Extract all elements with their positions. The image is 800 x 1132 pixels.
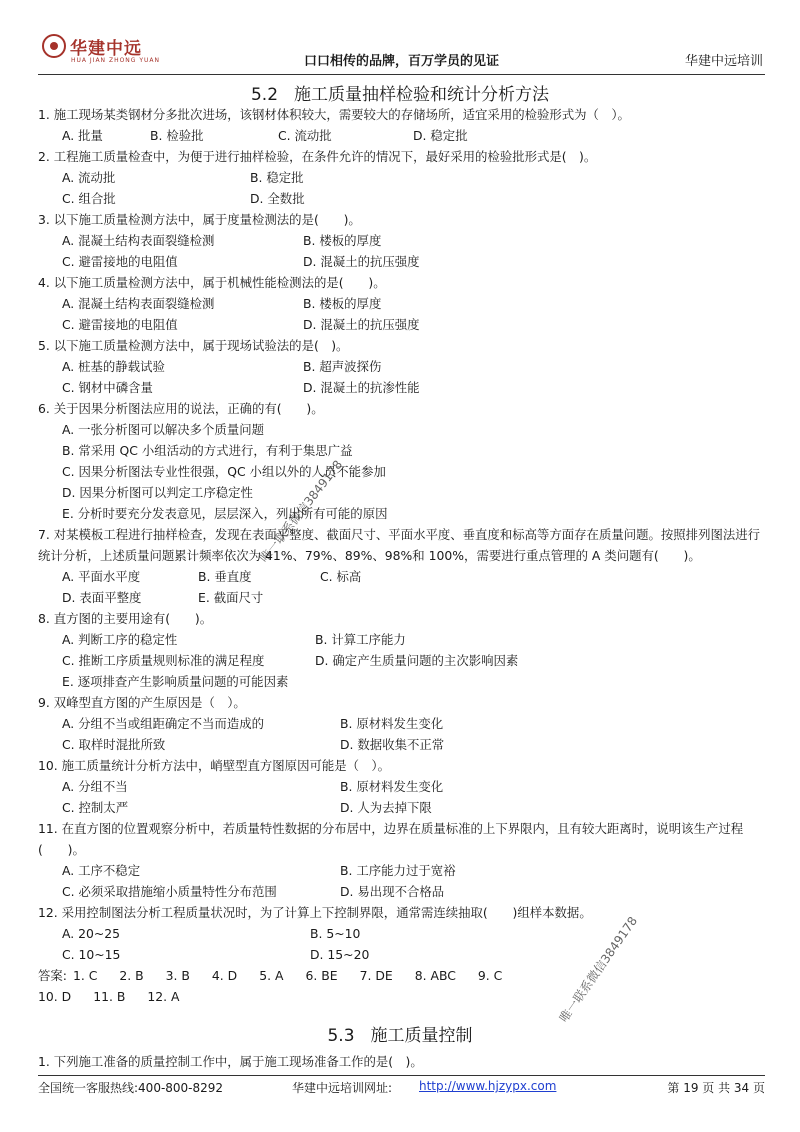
logo-subtext: HUA JIAN ZHONG YUAN xyxy=(71,57,160,64)
option-row xyxy=(38,566,765,587)
option: C. 因果分析图法专业性很强，QC 小组以外的人员不能参加 xyxy=(62,464,386,479)
option: D. 人为去掉下限 xyxy=(340,800,432,815)
answer-item: 12. A xyxy=(147,989,180,1004)
next-question xyxy=(38,1051,765,1072)
answer-label: 答案: xyxy=(38,968,67,983)
option: B. 超声波探伤 xyxy=(303,359,382,374)
option: A. 平面水平度 xyxy=(62,569,141,584)
option: E. 截面尺寸 xyxy=(198,590,264,605)
answer-item: 7. DE xyxy=(359,968,393,983)
question-stem: 9. 双峰型直方图的产生原因是（ ）。 xyxy=(38,695,246,710)
answer-item: 10. D xyxy=(38,989,72,1004)
option: B. 楼板的厚度 xyxy=(303,233,382,248)
option: C. 10~15 xyxy=(62,947,121,962)
question-stem: 3. 以下施工质量检测方法中，属于度量检测法的是( )。 xyxy=(38,212,361,227)
option-row xyxy=(38,188,765,209)
option: C. 推断工序质量规则标准的满足程度 xyxy=(62,653,265,668)
option: C. 组合批 xyxy=(62,191,116,206)
answer-key-line-1 xyxy=(38,965,765,986)
option: C. 流动批 xyxy=(278,128,332,143)
option: E. 逐项排查产生影响质量问题的可能因素 xyxy=(62,674,289,689)
question-stem: 5. 以下施工质量检测方法中，属于现场试验法的是( )。 xyxy=(38,338,349,353)
option: A. 混凝土结构表面裂缝检测 xyxy=(62,296,215,311)
option: D. 混凝土的抗渗性能 xyxy=(303,380,420,395)
section-title-5-3 xyxy=(0,1021,800,1046)
question-stem: 7. 对某模板工程进行抽样检查，发现在表面平整度、截面尺寸、平面水平度、垂直度和标高等方面存在质量问题。按照排列图法进行统计分析，上述质量问题累计频率依次为 41%、79%、89%、98%和 100%，需要进行重点管理的 A 类问题有( )。 xyxy=(38,527,761,563)
option: D. 确定产生质量问题的主次影响因素 xyxy=(315,653,519,668)
question-stem: 2. 工程施工质量检查中，为便于进行抽样检验，在条件允许的情况下，最好采用的检验批形式是( )。 xyxy=(38,149,597,164)
section-title-text: 施工质量控制 xyxy=(370,1026,473,1046)
option-row xyxy=(38,650,765,671)
option: D. 稳定批 xyxy=(413,128,468,143)
option: D. 表面平整度 xyxy=(62,590,142,605)
section-number: 5.3 xyxy=(327,1026,355,1046)
option-row xyxy=(38,923,765,944)
option: B. 5~10 xyxy=(310,926,361,941)
question-stem: 4. 以下施工质量检测方法中，属于机械性能检测法的是( )。 xyxy=(38,275,386,290)
answer-item: 4. D xyxy=(211,968,238,983)
option-row xyxy=(38,713,765,734)
option: B. 原材料发生变化 xyxy=(340,779,444,794)
question-stem: 1. 施工现场某类钢材分多批次进场，该钢材体积较大，需要较大的存储场所，适宜采用的检验形式为（ ）。 xyxy=(38,107,630,122)
answer-key-line-2 xyxy=(38,986,765,1007)
option: A. 混凝土结构表面裂缝检测 xyxy=(62,233,215,248)
option: C. 控制太严 xyxy=(62,800,129,815)
logo-text: 华建中远 xyxy=(70,39,142,59)
answer-item: 1. C xyxy=(72,968,98,983)
question-list xyxy=(38,104,765,1007)
option: C. 必须采取措施缩小质量特性分布范围 xyxy=(62,884,277,899)
option: E. 分析时要充分发表意见，层层深入，列出所有可能的原因 xyxy=(62,506,388,521)
footer-site-link[interactable]: http://www.hjzypx.com xyxy=(419,1079,557,1093)
option-row xyxy=(38,356,765,377)
option: D. 15~20 xyxy=(310,947,370,962)
option: B. 楼板的厚度 xyxy=(303,296,382,311)
option: A. 工序不稳定 xyxy=(62,863,141,878)
option: A. 批量 xyxy=(62,128,103,143)
option: D. 易出现不合格品 xyxy=(340,884,445,899)
option: D. 数据收集不正常 xyxy=(340,737,445,752)
question-stem: 1. 下列施工准备的质量控制工作中，属于施工现场准备工作的是( )。 xyxy=(38,1054,423,1069)
option: B. 稳定批 xyxy=(250,170,304,185)
watermark: 唯一联系微信3849178 xyxy=(556,914,641,1025)
answer-item: 8. ABC xyxy=(414,968,456,983)
question-stem: 6. 关于因果分析图法应用的说法，正确的有( )。 xyxy=(38,401,324,416)
footer-hotline: 全国统一客服热线:400-800-8292 xyxy=(38,1081,224,1095)
question-stem: 8. 直方图的主要用途有( )。 xyxy=(38,611,213,626)
option-row xyxy=(38,587,765,608)
option: A. 流动批 xyxy=(62,170,116,185)
option-row xyxy=(38,230,765,251)
option: D. 全数批 xyxy=(250,191,305,206)
answer-item: 2. B xyxy=(119,968,144,983)
option: A. 一张分析图可以解决多个质量问题 xyxy=(62,422,264,437)
page-header xyxy=(38,36,765,75)
option: C. 避雷接地的电阻值 xyxy=(62,317,178,332)
footer-site-label: 华建中远培训网址: xyxy=(292,1081,393,1095)
watermark: 唯一联系微信3849178 xyxy=(256,457,346,566)
answer-item: 6. BE xyxy=(305,968,338,983)
option: C. 钢材中磷含量 xyxy=(62,380,153,395)
option: C. 标高 xyxy=(320,569,362,584)
section-title-text: 施工质量抽样检验和统计分析方法 xyxy=(294,85,550,105)
option-row xyxy=(38,251,765,272)
answer-item: 5. A xyxy=(259,968,284,983)
page-footer xyxy=(38,1075,765,1098)
option: B. 检验批 xyxy=(150,128,204,143)
option: B. 工序能力过于宽裕 xyxy=(340,863,456,878)
option-row xyxy=(38,797,765,818)
question-stem: 11. 在直方图的位置观察分析中，若质量特性数据的分布居中，边界在质量标准的上下界限内，且有较大距离时，说明该生产过程( )。 xyxy=(38,821,744,857)
option: A. 20~25 xyxy=(62,926,121,941)
option: B. 计算工序能力 xyxy=(315,632,406,647)
section-title-5-2 xyxy=(0,80,800,105)
option: B. 垂直度 xyxy=(198,569,252,584)
option: C. 避雷接地的电阻值 xyxy=(62,254,178,269)
option-row xyxy=(38,776,765,797)
option: A. 分组不当或组距确定不当而造成的 xyxy=(62,716,264,731)
question-stem: 10. 施工质量统计分析方法中，峭壁型直方图原因可能是（ ）。 xyxy=(38,758,390,773)
option: D. 混凝土的抗压强度 xyxy=(303,254,420,269)
option-row xyxy=(38,860,765,881)
answer-item: 9. C xyxy=(477,968,503,983)
option-row xyxy=(38,377,765,398)
question-stem: 12. 采用控制图法分析工程质量状况时，为了计算上下控制界限，通常需连续抽取( )组样本数据。 xyxy=(38,905,592,920)
footer-page-number: 第 19 页 共 34 页 xyxy=(667,1081,765,1095)
option-row xyxy=(38,314,765,335)
option: B. 原材料发生变化 xyxy=(340,716,444,731)
option: A. 分组不当 xyxy=(62,779,128,794)
option-row xyxy=(38,944,765,965)
option: D. 混凝土的抗压强度 xyxy=(303,317,420,332)
answer-item: 3. B xyxy=(165,968,190,983)
option: B. 常采用 QC 小组活动的方式进行，有利于集思广益 xyxy=(62,443,353,458)
option-row xyxy=(38,881,765,902)
option: A. 判断工序的稳定性 xyxy=(62,632,178,647)
option-row xyxy=(38,167,765,188)
answer-item: 11. B xyxy=(93,989,126,1004)
section-number: 5.2 xyxy=(250,85,279,105)
option-row xyxy=(38,125,765,146)
header-slogan: 口口相传的品牌，百万学员的见证 xyxy=(303,54,499,69)
option: D. 因果分析图可以判定工序稳定性 xyxy=(62,485,253,500)
option: A. 桩基的静载试验 xyxy=(62,359,165,374)
option-row xyxy=(38,293,765,314)
option-row xyxy=(38,629,765,650)
option-row xyxy=(38,734,765,755)
option: C. 取样时混批所致 xyxy=(62,737,166,752)
header-brand: 华建中远培训 xyxy=(684,54,763,69)
